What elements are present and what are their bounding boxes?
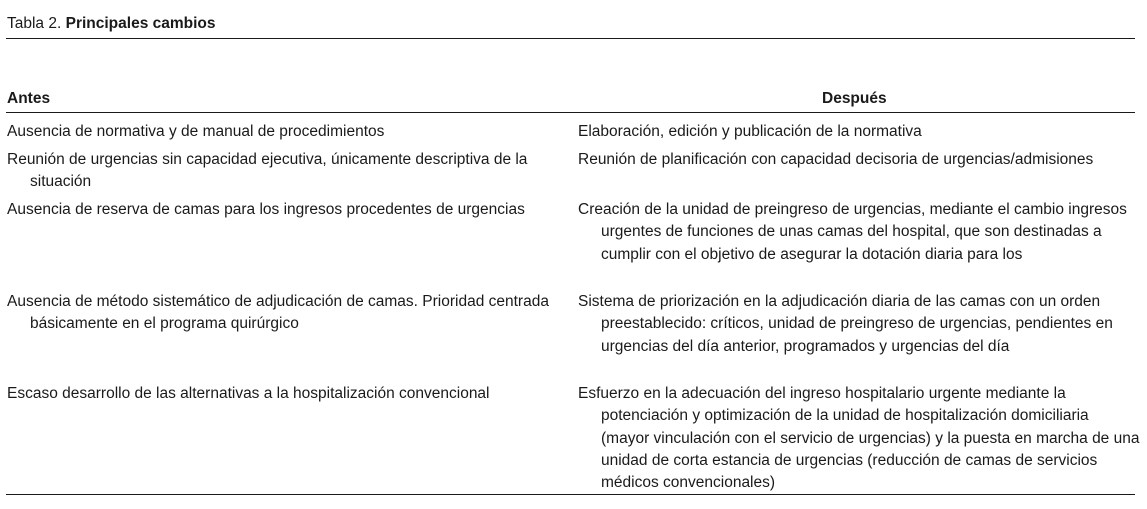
table-cell-after: Elaboración, edición y publicación de la normativa <box>578 123 922 140</box>
top-rule <box>6 38 1135 39</box>
table-caption <box>7 14 216 34</box>
table-cell-after: Esfuerzo en la adecuación del ingreso hospitalario urgente mediante la potenciación y optimización de la unidad de hospitalización domiciliaria (mayor vinculación con el servicio de urgencias) y la puesta en marcha de una unidad de corta estancia de urgencias (reducción de camas de servicios médicos convencionales) <box>578 385 1140 492</box>
table-cell-before: Ausencia de normativa y de manual de procedimientos <box>7 123 385 140</box>
header-rule <box>6 112 1135 113</box>
table-cell-before: Ausencia de reserva de camas para los ingresos procedentes de urgencias <box>7 201 525 218</box>
table-cell-before: Escaso desarrollo de las alternativas a la hospitalización convencional <box>7 385 490 402</box>
table-cell-after: Reunión de planificación con capacidad decisoria de urgencias/admisiones <box>578 151 1094 168</box>
column-header-before: Antes <box>7 90 51 107</box>
table-cell-before: Ausencia de método sistemático de adjudicación de camas. Prioridad centrada básicamente en el programa quirúrgico <box>7 293 549 333</box>
table-caption-title: Principales cambios <box>65 15 216 32</box>
table-cell-after: Sistema de priorización en la adjudicación diaria de las camas con un orden preestablecido: críticos, unidad de preingreso de urgencias, pendientes en urgencias del día anterior, programados y urgencias del día <box>578 293 1113 355</box>
table-cell-after: Creación de la unidad de preingreso de urgencias, mediante el cambio ingresos urgentes de funciones de unas camas del hospital, que son destinadas a cumplir con el objetivo de asegurar la dotación diaria para los <box>578 201 1127 263</box>
bottom-rule <box>6 494 1135 495</box>
column-header-after: Después <box>822 90 887 107</box>
table-cell-before: Reunión de urgencias sin capacidad ejecutiva, únicamente descriptiva de la situación <box>7 151 528 191</box>
table-caption-label: Tabla 2. <box>7 15 62 32</box>
